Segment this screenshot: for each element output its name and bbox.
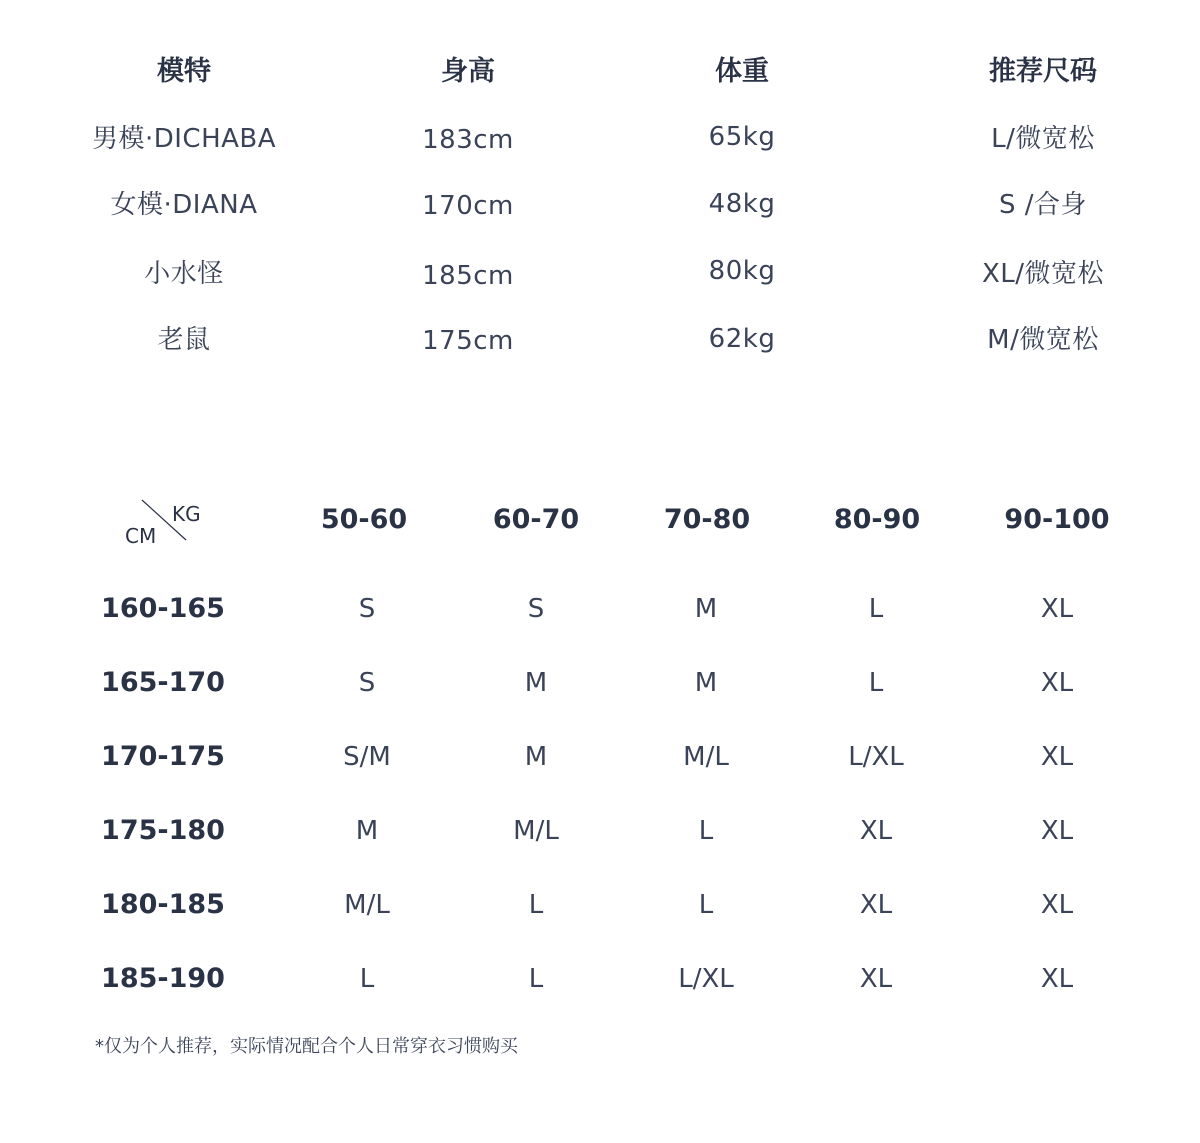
size-cell: S	[358, 594, 376, 624]
corner-cm-label: CM	[125, 524, 157, 548]
size-cell: XL	[1040, 890, 1074, 920]
weight-range-header: 80-90	[833, 504, 921, 535]
corner-label	[120, 496, 210, 546]
height-range-label: 160-165	[101, 593, 225, 624]
height-range-label: 175-180	[101, 815, 225, 846]
model-size: L/微宽松	[991, 124, 1095, 154]
size-cell: M/L	[683, 742, 729, 772]
height-range-label: 185-190	[101, 963, 225, 994]
weight-range-header: 50-60	[320, 504, 408, 535]
model-size: S /合身	[998, 190, 1088, 220]
size-cell: M	[524, 742, 548, 772]
size-cell: XL	[859, 816, 893, 846]
corner-kg-label: KG	[172, 502, 201, 526]
model-name: 男模·DICHABA	[91, 124, 277, 154]
size-cell: M	[524, 668, 548, 698]
weight-range-header: 60-70	[492, 504, 580, 535]
size-cell: XL	[1040, 964, 1074, 994]
size-cell: XL	[1040, 742, 1074, 772]
model-height: 175cm	[422, 326, 514, 356]
height-range-label: 170-175	[101, 741, 225, 772]
header-model: 模特	[157, 56, 211, 87]
size-cell: M	[355, 816, 379, 846]
size-cell: L	[698, 816, 714, 846]
size-cell: L	[528, 964, 544, 994]
height-range-label: 165-170	[101, 667, 225, 698]
model-weight: 80kg	[708, 256, 776, 286]
model-size: XL/微宽松	[981, 259, 1105, 289]
size-cell: XL	[1040, 816, 1074, 846]
size-cell: XL	[859, 890, 893, 920]
model-name: 小水怪	[144, 259, 224, 289]
model-height: 170cm	[422, 191, 514, 221]
size-cell: M	[694, 668, 718, 698]
size-cell: L/XL	[678, 964, 734, 994]
model-weight: 62kg	[708, 324, 776, 354]
size-cell: XL	[1040, 668, 1074, 698]
disclaimer-note: *仅为个人推荐，实际情况配合个人日常穿衣习惯购买	[95, 1036, 518, 1057]
size-cell: M/L	[513, 816, 559, 846]
size-cell: L	[698, 890, 714, 920]
size-cell: S	[527, 594, 545, 624]
model-size: M/微宽松	[987, 325, 1099, 355]
model-name: 老鼠	[157, 325, 211, 355]
header-weight: 体重	[715, 56, 769, 87]
size-cell: XL	[859, 964, 893, 994]
header-height: 身高	[441, 56, 495, 87]
size-cell: S	[358, 668, 376, 698]
size-cell: L	[868, 594, 884, 624]
size-cell: L	[359, 964, 375, 994]
size-cell: M	[694, 594, 718, 624]
size-cell: L	[868, 668, 884, 698]
model-name: 女模·DIANA	[110, 190, 258, 220]
size-cell: L	[528, 890, 544, 920]
size-cell: S/M	[343, 742, 391, 772]
model-weight: 48kg	[708, 189, 776, 219]
weight-range-header: 90-100	[1004, 504, 1110, 535]
size-cell: L/XL	[848, 742, 904, 772]
model-height: 185cm	[422, 261, 514, 291]
model-weight: 65kg	[708, 122, 776, 152]
height-range-label: 180-185	[101, 889, 225, 920]
model-height: 183cm	[422, 125, 514, 155]
size-cell: M/L	[344, 890, 390, 920]
header-recommended-size: 推荐尺码	[989, 56, 1097, 87]
weight-range-header: 70-80	[663, 504, 751, 535]
size-cell: XL	[1040, 594, 1074, 624]
